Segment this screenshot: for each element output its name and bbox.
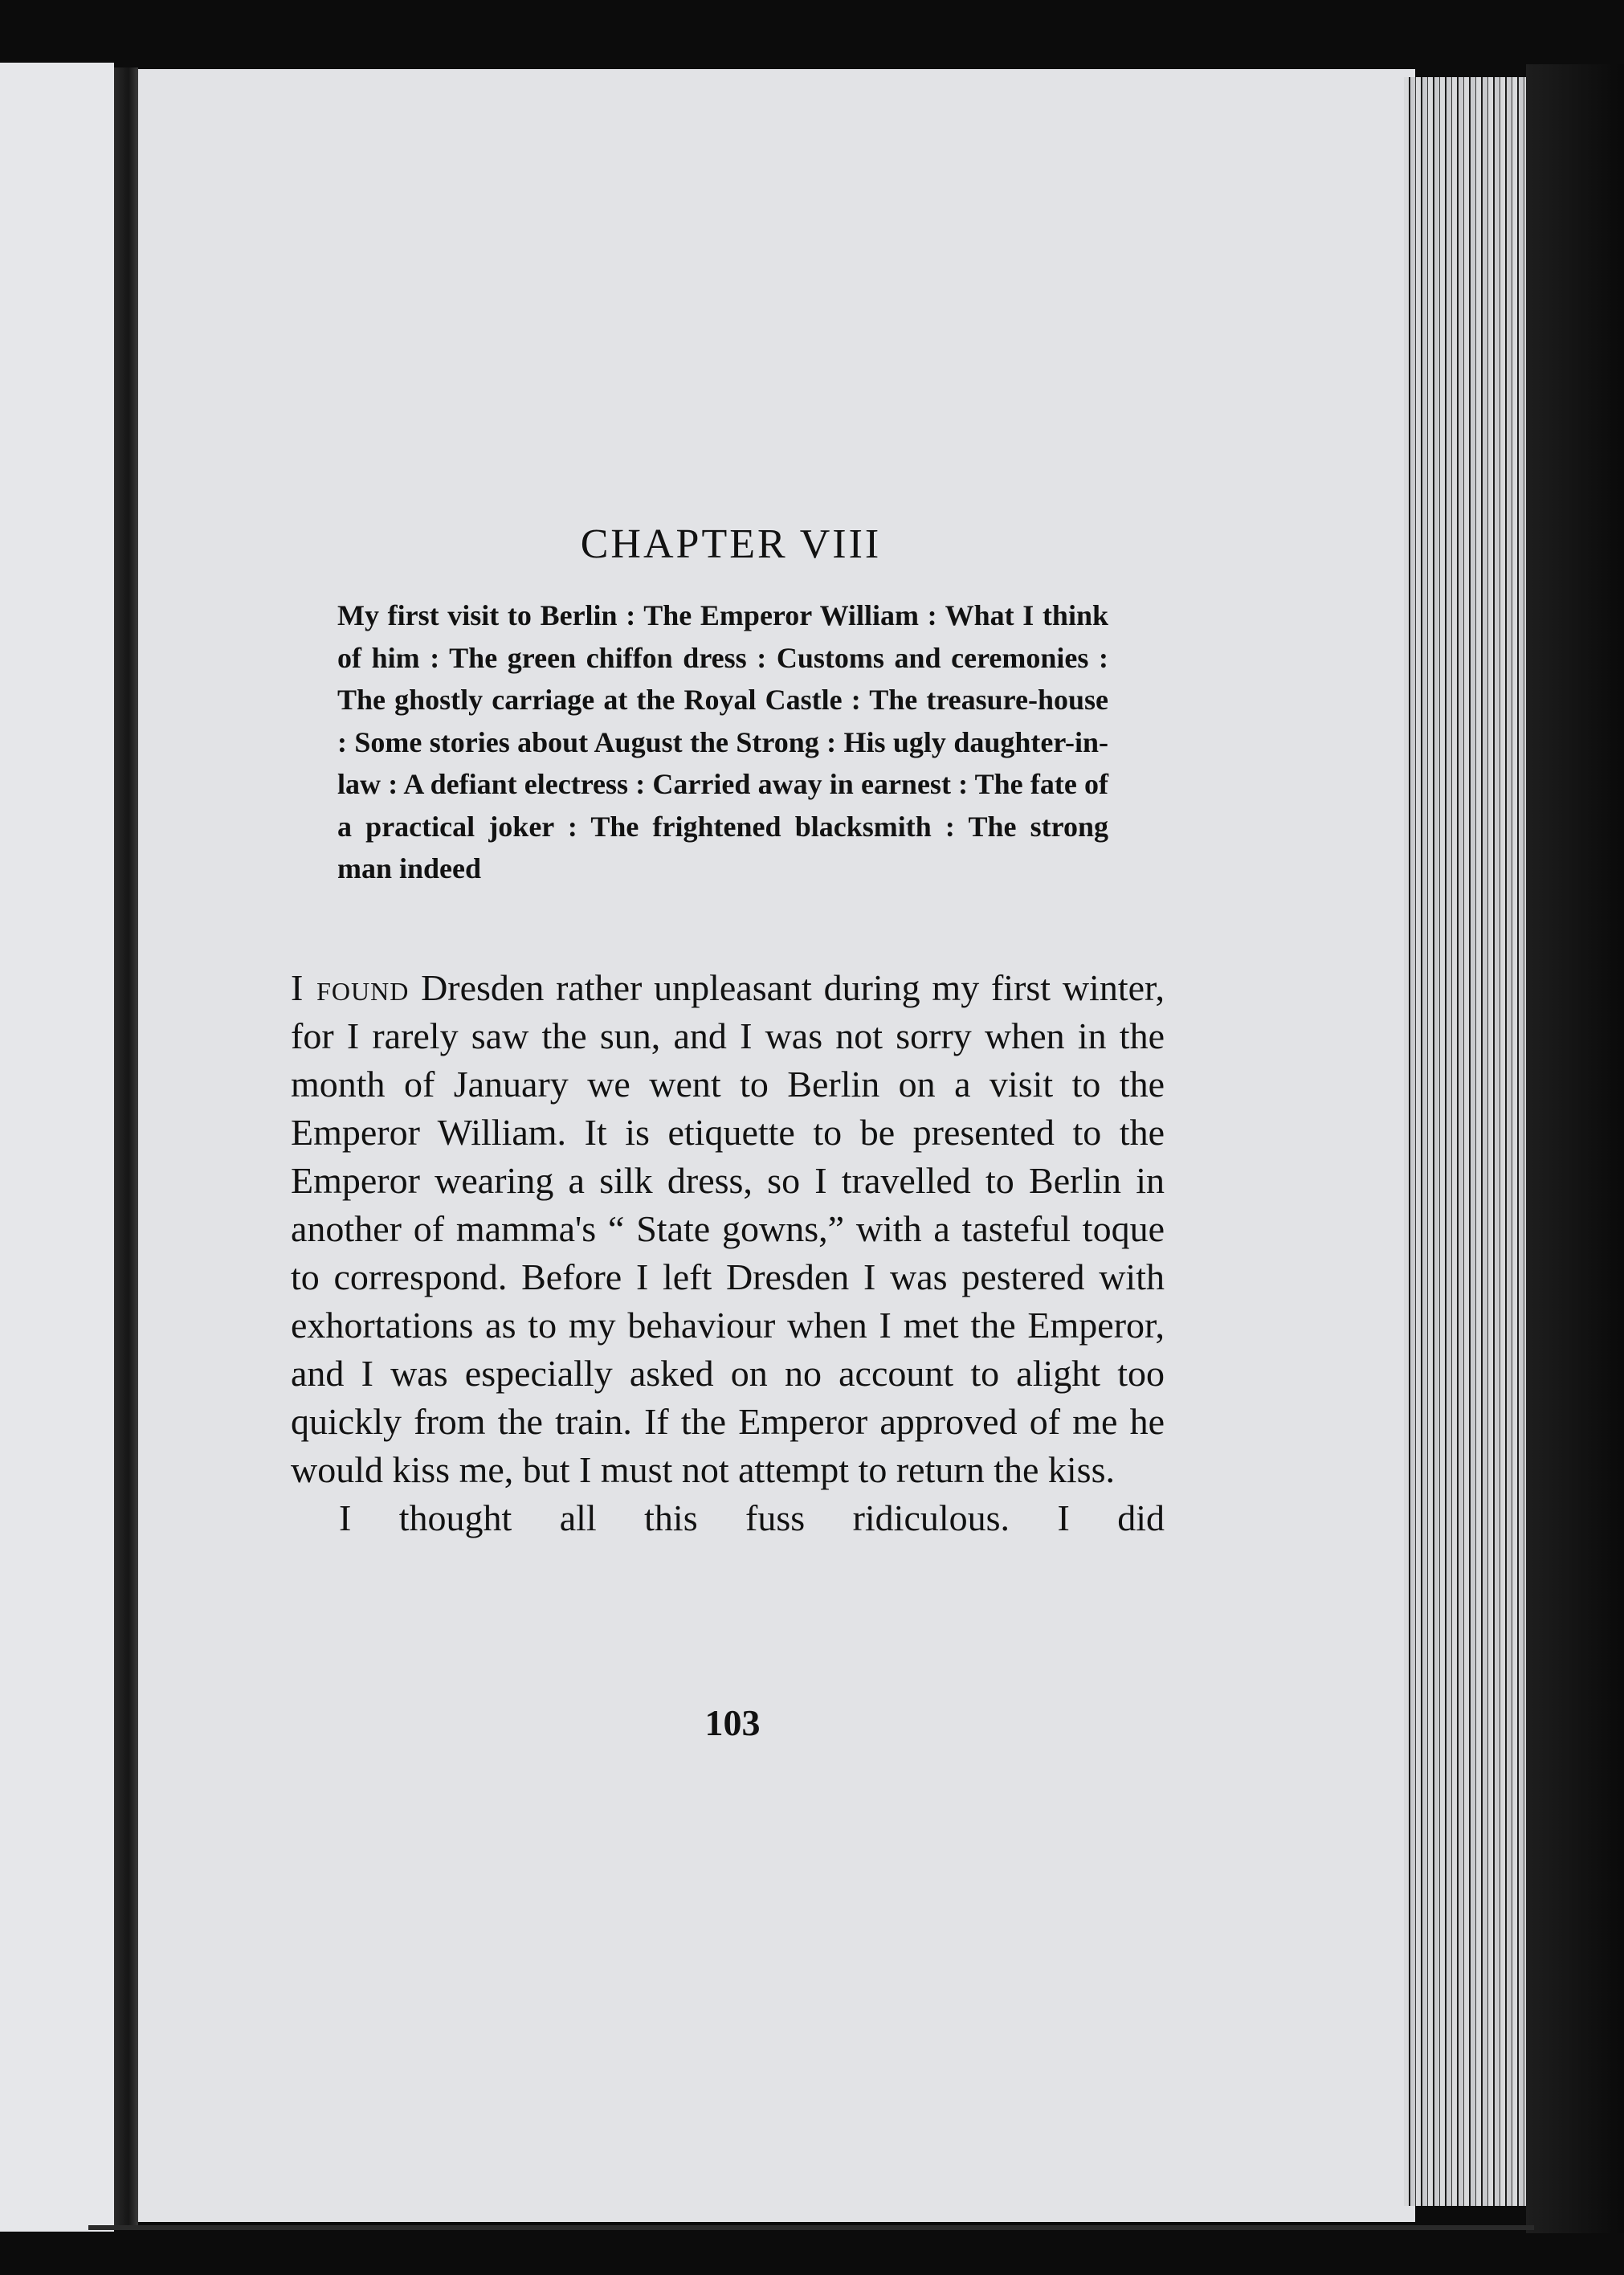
page-fore-edge bbox=[1404, 77, 1532, 2206]
paragraph: I thought all this fuss ridiculous. I did bbox=[339, 1497, 1165, 1538]
page-edge-shadow bbox=[1526, 64, 1624, 2233]
chapter-title: CHAPTER VIII bbox=[580, 521, 882, 567]
body-text bbox=[291, 964, 1165, 1542]
paragraph bbox=[291, 964, 1165, 1494]
facing-page-edge bbox=[0, 63, 114, 2232]
page-number: 103 bbox=[704, 1702, 761, 1743]
paragraph-lead-smallcaps: I found bbox=[291, 967, 410, 1008]
page-bottom-edge bbox=[88, 2225, 1534, 2230]
paragraph-text: Dresden rather unpleasant during my first winter, for I rarely saw the sun, and I was not sorry when in the month of January we went to Berlin on a visit to the Emperor William. It is etiquette to be presented to the Emperor wearing a silk dress, so I travelled to Berlin in another of mamma's “ State gowns,” with a tasteful toque to correspond. Before I left Dresden I was pestered with exhortations as to my behaviour when I met the Emperor, and I was especially asked on no account to alight too quickly from the train. If the Emperor approved of me he would kiss me, but I must not attempt to return the kiss. bbox=[291, 967, 1165, 1490]
chapter-synopsis: My first visit to Berlin : The Emperor William : What I think of him : The green chiffon dress : Customs and ceremonies : The ghostly carriage at the Royal Castle : The treasure-house : Some stories about August the Strong : His ugly daughter-in-law : A defiant electress : Carried away in earnest : The fate of a practical joker : The frightened blacksmith : The strong man indeed bbox=[337, 599, 1108, 884]
book-gutter bbox=[114, 67, 138, 2225]
